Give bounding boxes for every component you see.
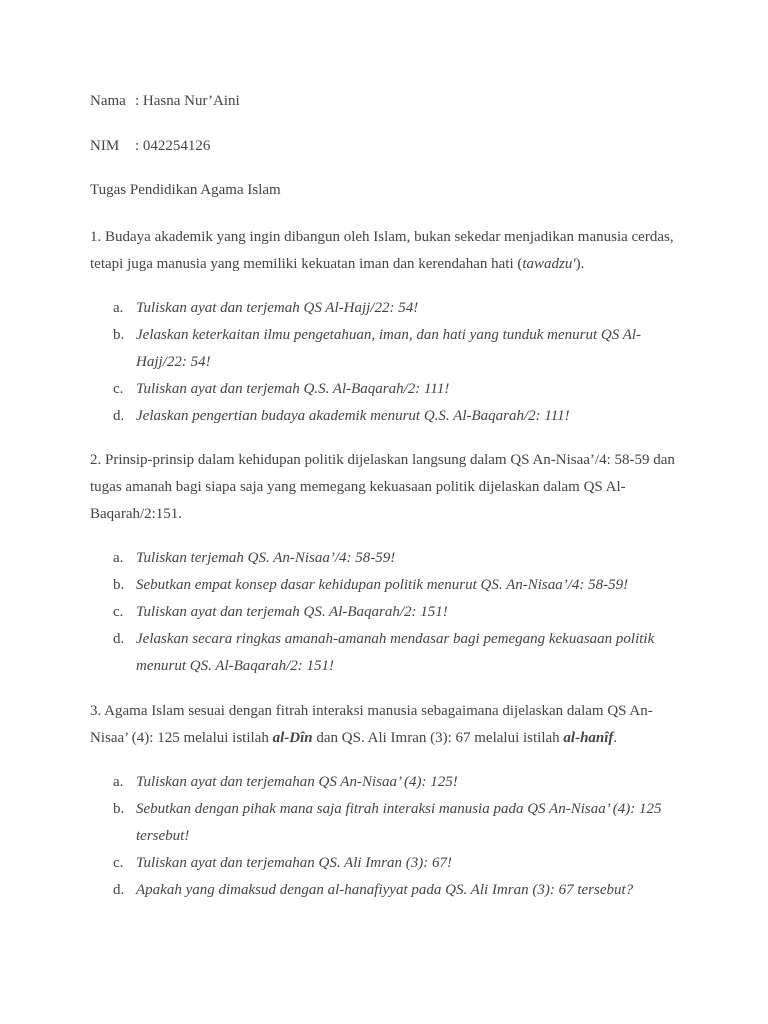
list-marker: b. [113, 327, 125, 343]
list-marker: b. [113, 801, 125, 817]
list-item-text: Jelaskan secara ringkas amanah-amanah mendasar bagi pemegang kekuasaan politik menurut QS. Al-Baqarah/2: 151! [136, 631, 655, 674]
list-item-text: Jelaskan keterkaitan ilmu pengetahuan, iman, dan hati yang tunduk menurut QS Al-Hajj/22: 54! [136, 327, 642, 370]
q1-term: tawadzu' [522, 256, 576, 272]
list-marker: c. [113, 381, 124, 397]
list-item-text: Apakah yang dimaksud dengan al-hanafiyyat pada QS. Ali Imran (3): 67 tersebut? [136, 882, 634, 898]
list-item [113, 572, 673, 599]
question-3-list [113, 769, 673, 904]
list-item [113, 850, 673, 877]
q3-text-2: dan QS. Ali Imran (3): 67 melalui istilah [312, 730, 564, 746]
list-item [113, 403, 673, 430]
question-2-list [113, 545, 673, 680]
list-marker: c. [113, 604, 124, 620]
list-marker: d. [113, 408, 125, 424]
q3-text-1: 3. Agama Islam sesuai dengan fitrah interaksi manusia sebagaimana dijelaskan dalam QS An-Nisaa’ (4): 125 melalui istilah [90, 703, 653, 746]
list-item-text: Tuliskan terjemah QS. An-Nisaa’/4: 58-59! [136, 550, 396, 566]
nama-line [90, 93, 240, 110]
list-marker: d. [113, 631, 125, 647]
list-item [113, 599, 673, 626]
q3-term-2: al-hanîf [563, 730, 614, 746]
list-marker: a. [113, 300, 124, 316]
nim-label: NIM [90, 138, 120, 154]
list-item [113, 545, 673, 572]
nama-label: Nama [90, 93, 126, 109]
list-item [113, 322, 673, 376]
q1-text-after: ). [575, 256, 585, 272]
list-item [113, 376, 673, 403]
q3-text-3: . [613, 730, 618, 746]
list-item [113, 877, 673, 904]
list-item-text: Sebutkan empat konsep dasar kehidupan politik menurut QS. An-Nisaa’/4: 58-59! [136, 577, 629, 593]
list-item-text: Jelaskan pengertian budaya akademik menurut Q.S. Al-Baqarah/2: 111! [136, 408, 570, 424]
list-item-text: Tuliskan ayat dan terjemah QS Al-Hajj/22: 54! [136, 300, 419, 316]
document-title: Tugas Pendidikan Agama Islam [90, 182, 281, 198]
list-item-text: Tuliskan ayat dan terjemahan QS An-Nisaa’ (4): 125! [136, 774, 458, 790]
nama-value: : Hasna Nur’Aini [135, 93, 240, 109]
list-item-text: Tuliskan ayat dan terjemah QS. Al-Baqarah/2: 151! [136, 604, 448, 620]
nim-value: : 042254126 [135, 138, 211, 154]
nim-line [90, 138, 210, 155]
list-marker: a. [113, 550, 124, 566]
question-1-text [90, 224, 690, 278]
list-item [113, 769, 673, 796]
q3-term-1: al-Dîn [272, 730, 313, 746]
list-marker: d. [113, 882, 125, 898]
list-item [113, 626, 673, 680]
list-item [113, 796, 673, 850]
list-item-text: Sebutkan dengan pihak mana saja fitrah interaksi manusia pada QS An-Nisaa’ (4): 125 tersebut! [136, 801, 662, 844]
question-2-text: 2. Prinsip-prinsip dalam kehidupan politik dijelaskan langsung dalam QS An-Nisaa’/4: 58-59 dan tugas amanah bagi siapa saja yang memegang kekuasaan politik dijelaskan dalam QS Al-Baqarah/2:151. [90, 452, 675, 522]
question-1-list [113, 295, 673, 430]
q1-text-before: 1. Budaya akademik yang ingin dibangun oleh Islam, bukan sekedar menjadikan manusia cerdas, tetapi juga manusia yang memiliki kekuatan iman dan kerendahan hati ( [90, 229, 674, 272]
list-item [113, 295, 673, 322]
list-item-text: Tuliskan ayat dan terjemah Q.S. Al-Baqarah/2: 111! [136, 381, 450, 397]
list-marker: c. [113, 855, 124, 871]
question-3-text [90, 698, 690, 752]
list-item-text: Tuliskan ayat dan terjemahan QS. Ali Imran (3): 67! [136, 855, 452, 871]
list-marker: b. [113, 577, 125, 593]
list-marker: a. [113, 774, 124, 790]
